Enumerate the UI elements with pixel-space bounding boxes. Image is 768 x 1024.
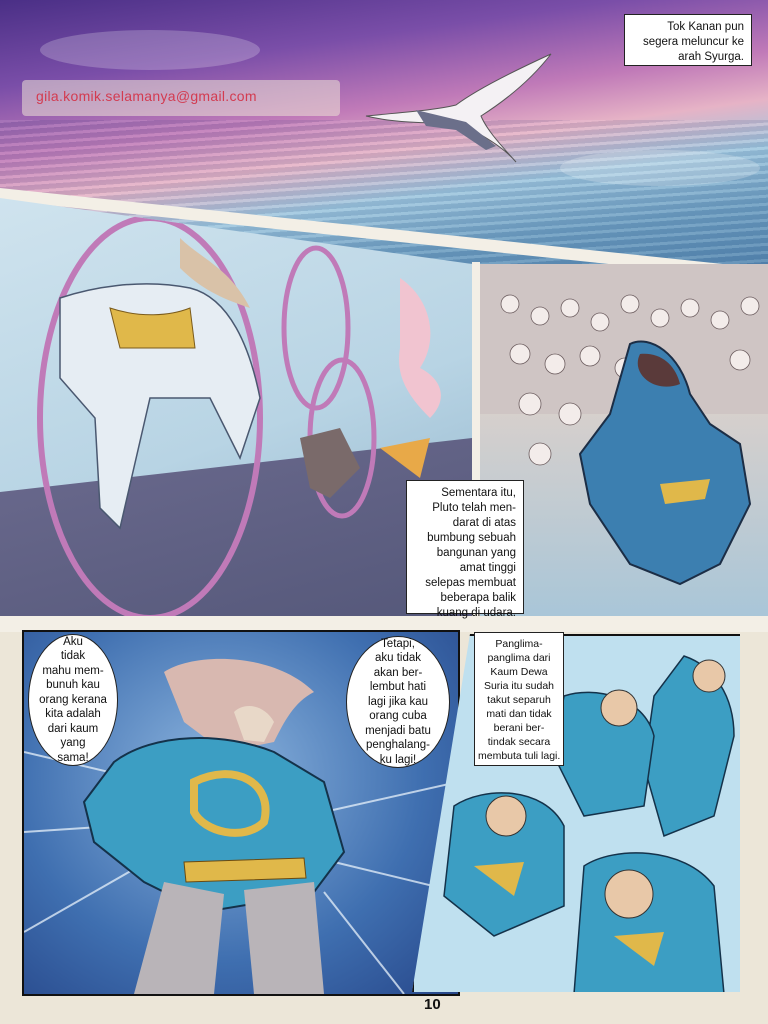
- panel-rings-flight: [0, 198, 472, 616]
- speech-bubble-left: [28, 634, 118, 766]
- caption-line: berani ber-: [493, 722, 545, 734]
- panel-pluto-speech: [22, 630, 460, 996]
- bubble-line: aku tidak: [374, 652, 421, 665]
- bubble-line: menjadi batu: [365, 724, 431, 737]
- bubble-line: orang kerana: [39, 693, 107, 706]
- bubble-line: mahu mem-: [42, 664, 104, 677]
- bubble-line: bunuh kau: [46, 679, 100, 692]
- bubble-line: yang: [60, 737, 86, 750]
- bubble-line: sama!: [57, 751, 89, 764]
- caption-line: amat tinggi: [459, 562, 516, 574]
- bubble-line: ku lagi!: [379, 753, 417, 766]
- caption-line: Tok Kanan pun: [667, 21, 744, 33]
- caption-line: arah Syurga.: [678, 51, 744, 63]
- caption-middle: [406, 480, 524, 619]
- bubble-line: akan ber-: [373, 666, 423, 679]
- bubble-line: Tetapi,: [381, 637, 415, 650]
- caption-line: beberapa balik: [440, 592, 516, 604]
- caption-top: [624, 14, 752, 66]
- caption-line: darat di atas: [452, 517, 516, 529]
- panel-generals: [412, 634, 744, 996]
- caption-line: Suria itu sudah: [483, 680, 555, 692]
- caption-line: bumbung sebuah: [427, 532, 516, 544]
- bubble-line: tidak: [60, 650, 86, 663]
- bubble-line: orang cuba: [369, 710, 427, 723]
- flying-figure-illustration: [346, 50, 560, 170]
- ring-figures-illustration: [0, 198, 472, 616]
- speech-bubble-right: [346, 636, 450, 768]
- caption-line: membuta tuli lagi.: [478, 750, 561, 762]
- bubble-line: dari kaum: [47, 722, 99, 735]
- bubble-line: kita adalah: [45, 708, 101, 721]
- caption-bottom: [474, 632, 564, 766]
- caption-line: panglima dari: [487, 652, 551, 664]
- caption-line: selepas membuat: [425, 577, 516, 589]
- caption-line: Panglima-: [495, 638, 543, 650]
- watermark-text: gila.komik.selamanya@gmail.com: [36, 88, 257, 104]
- bubble-line: lembut hati: [369, 681, 427, 694]
- bubble-line: Aku: [63, 635, 83, 648]
- caption-line: kuang di udara.: [436, 607, 516, 619]
- bubble-line: lagi jika kau: [367, 695, 429, 708]
- caption-line: takut separuh: [487, 694, 551, 706]
- caption-line: Kaum Dewa: [490, 666, 548, 678]
- generals-illustration: [414, 636, 742, 994]
- bubble-line: penghalang-: [366, 739, 430, 752]
- caption-line: mati dan tidak: [486, 708, 552, 720]
- page-number: 10: [424, 996, 441, 1013]
- cloud: [40, 30, 260, 70]
- caption-line: tindak secara: [487, 736, 551, 748]
- caption-line: bangunan yang: [436, 547, 516, 559]
- caption-line: segera meluncur ke: [643, 36, 744, 48]
- caption-line: Pluto telah men-: [432, 502, 516, 514]
- caption-line: Sementara itu,: [441, 487, 516, 499]
- cloud: [560, 150, 760, 186]
